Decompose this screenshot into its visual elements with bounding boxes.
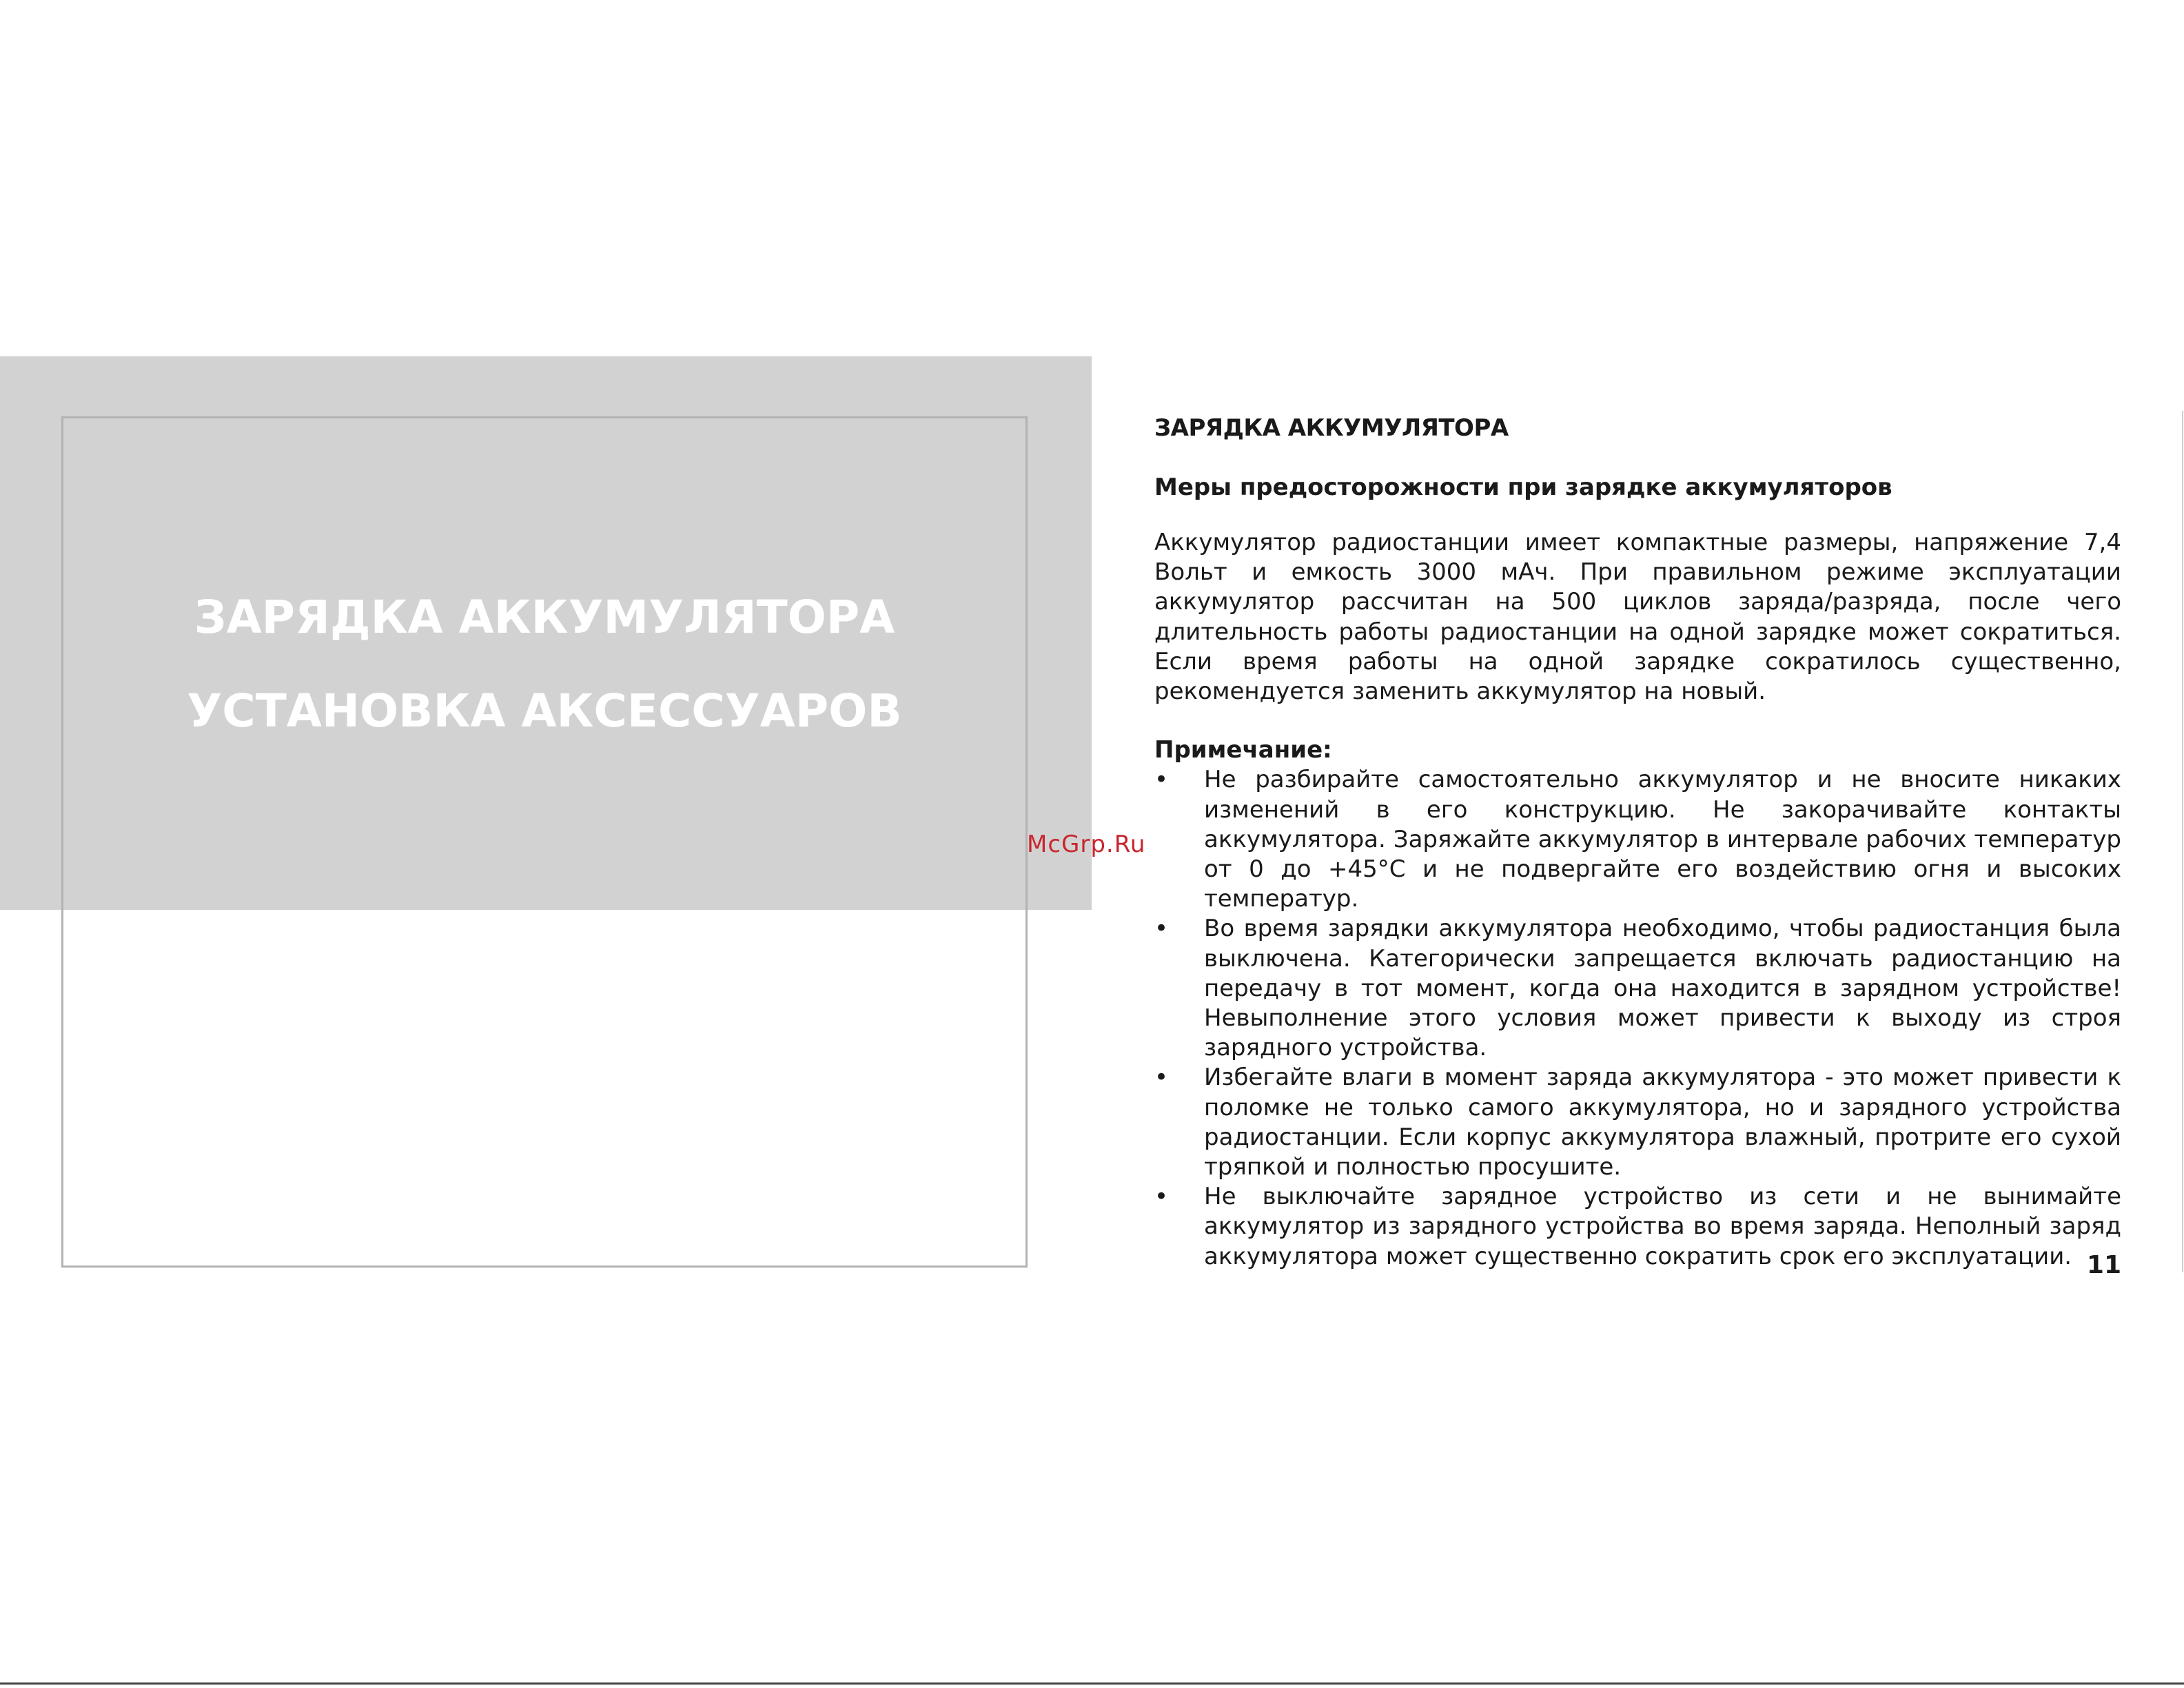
page-content (1154, 411, 2121, 1272)
list-item-text: Не выключайте зарядное устройство из сети и не вынимайте аккумулятор из зарядного устройства во время заряда. Неполный заряд аккумулятора может существенно сократить срок его эксплуатации. (1204, 1183, 2121, 1270)
page-number: 11 (2086, 1251, 2121, 1279)
note-label: Примечание: (1154, 736, 1332, 764)
list-item (1154, 914, 2121, 1063)
intro-paragraph: Аккумулятор радиостанции имеет компактные размеры, напряжение 7,4 Вольт и емкость 3000 мАч. При правильном режиме эксплуатации аккумулятор рассчитан на 500 циклов заряда/разряда, после чего длительность работы радиостанции на одной зарядке может сократиться. Если время работы на одной зарядке сократилось существенно, рекомендуется заменить аккумулятор на новый. (1154, 529, 2121, 706)
section-title-accessories: УСТАНОВКА АКСЕССУАРОВ (187, 684, 902, 738)
watermark: McGrp.Ru (1027, 831, 1146, 858)
section-cover-frame (61, 416, 1028, 1268)
list-item-text: Во время зарядки аккумулятора необходимо, чтобы радиостанция была выключена. Категорически запрещается включать радиостанцию на передачу в тот момент, когда она находится в зарядном устройстве! Невыполнение этого условия может привести к выходу из строя зарядного устройства. (1204, 915, 2121, 1062)
bottom-divider (0, 1682, 2184, 1685)
page-subheading: Меры предосторожности при зарядке аккумуляторов (1154, 474, 1892, 501)
list-item (1154, 1063, 2121, 1182)
list-item (1154, 765, 2121, 914)
list-item-text: Избегайте влаги в момент заряда аккумулятора - это может привести к поломке не только самого аккумулятора, но и зарядного устройства радиостанции. Если корпус аккумулятора влажный, протрите его сухой тряпкой и полностью просушите. (1204, 1064, 2121, 1181)
list-item-text: Не разбирайте самостоятельно аккумулятор и не вносите никаких изменений в его конструкцию. Не закорачивайте контакты аккумулятора. Заряжайте аккумулятор в интервале рабочих температур от 0 до +45°С и не подвергайте его воздействию огня и высоких температур. (1204, 766, 2121, 913)
bullet-icon: • (1154, 915, 1169, 943)
bullet-icon: • (1154, 766, 1169, 794)
page-heading: ЗАРЯДКА АККУМУЛЯТОРА (1154, 414, 1509, 442)
page-edge-divider (2182, 411, 2183, 1272)
bullet-icon: • (1154, 1064, 1169, 1092)
precautions-list (1154, 765, 2121, 1271)
bullet-icon: • (1154, 1183, 1169, 1211)
section-title-charging: ЗАРЯДКА АККУМУЛЯТОРА (194, 591, 895, 644)
list-item (1154, 1182, 2121, 1272)
